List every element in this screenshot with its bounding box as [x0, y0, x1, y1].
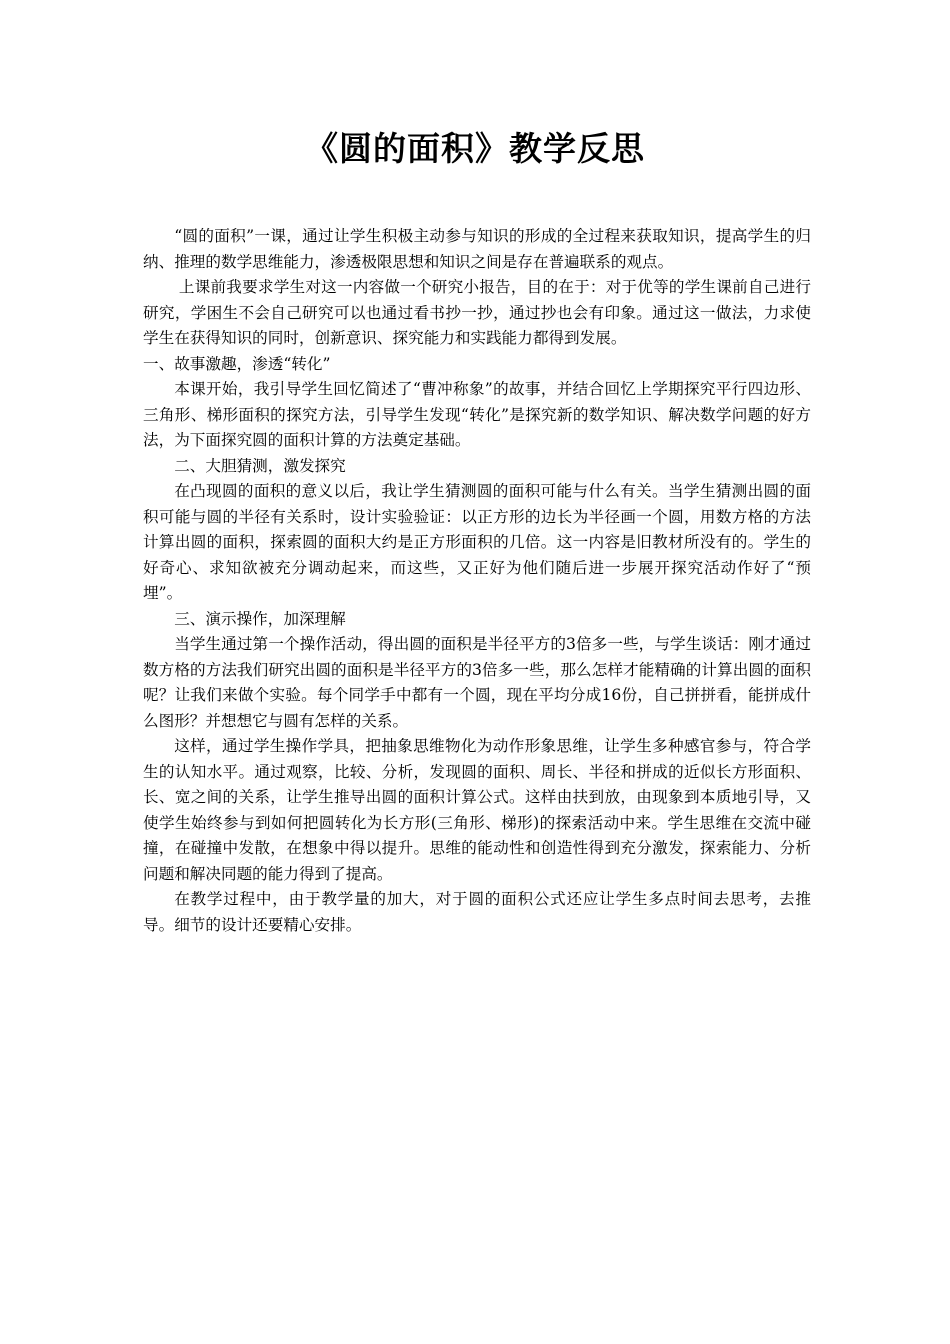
section-heading-2: 二、大胆猜测，激发探究	[174, 456, 346, 475]
section-heading-1: 一、故事激趣，渗透“转化”	[143, 354, 331, 373]
paragraph-intro: “圆的面积”一课，通过让学生积极主动参与知识的形成的全过程来获取知识，提高学生的归纳、推理的数学思维能力，渗透极限思想和知识之间是存在普遍联系的观点。	[143, 227, 811, 271]
section-heading-3: 三、演示操作，加深理解	[174, 609, 346, 628]
paragraph-operation: 这样，通过学生操作学具，把抽象思维物化为动作形象思维，让学生多种感官参与，符合学生的认知水平。通过观察，比较、分析，发现圆的面积、周长、半径和拼成的近似长方形面积、长、宽之间的关系，让学生推导出圆的面积计算公式。这样由扶到放，由现象到本质地引导，又使学生始终参与到如何把圆转化为长方形(三角形、梯形)的探索活动中来。学生思维在交流中碰撞，在碰撞中发散，在想象中得以提升。思维的能动性和创造性得到充分激发，探索能力、分析问题和解决同题的能力得到了提高。	[143, 737, 811, 883]
document-title: 《圆的面积》教学反思	[305, 129, 645, 168]
paragraph-section-1: 本课开始，我引导学生回忆简述了“曹冲称象”的故事，并结合回忆上学期探究平行四边形、三角形、梯形面积的探究方法，引导学生发现“转化”是探究新的数学知识、解决数学问题的好方法，为下面探究圆的面积计算的方法奠定基础。	[143, 380, 811, 449]
paragraph-section-3: 当学生通过第一个操作活动，得出圆的面积是半径平方的3倍多一些，与学生谈话：刚才通过数方格的方法我们研究出圆的面积是半径平方的3倍多一些，那么怎样才能精确的计算出圆的面积呢？让我们来做个实验。每个同学手中都有一个圆，现在平均分成16份，自己拼拼看，能拼成什么图形？并想想它与圆有怎样的关系。	[143, 635, 811, 730]
paragraph-preparation: 上课前我要求学生对这一内容做一个研究小报告，目的在于：对于优等的学生课前自己进行研究，学困生不会自己研究可以也通过看书抄一抄，通过抄也会有印象。通过这一做法，力求使学生在获得知识的同时，创新意识、探究能力和实践能力都得到发展。	[143, 278, 811, 347]
paragraph-conclusion: 在教学过程中，由于教学量的加大，对于圆的面积公式还应让学生多点时间去思考，去推导。细节的设计还要精心安排。	[143, 890, 811, 934]
document-body	[143, 224, 811, 938]
paragraph-section-2: 在凸现圆的面积的意义以后，我让学生猜测圆的面积可能与什么有关。当学生猜测出圆的面积可能与圆的半径有关系时，设计实验验证：以正方形的边长为半径画一个圆，用数方格的方法计算出圆的面积，探索圆的面积大约是正方形面积的几倍。这一内容是旧教材所没有的。学生的好奇心、求知欲被充分调动起来，而这些，又正好为他们随后进一步展开探究活动作好了“预埋”。	[143, 482, 811, 602]
